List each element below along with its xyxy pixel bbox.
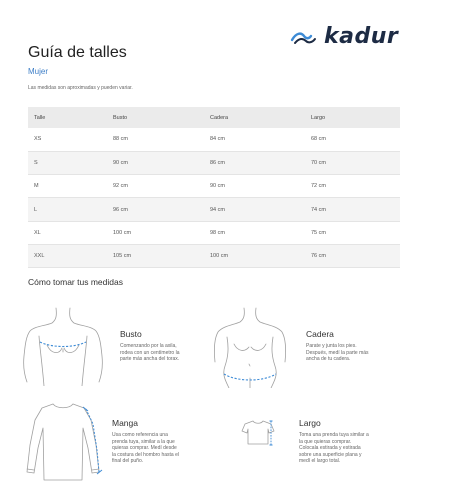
cell-cadera: 86 cm — [210, 151, 311, 174]
brand-name: kadur — [324, 24, 399, 49]
cell-talle: S — [28, 151, 113, 174]
cell-talle: M — [28, 175, 113, 198]
size-table — [28, 107, 400, 268]
col-header-cadera: Cadera — [210, 107, 311, 128]
cell-largo: 72 cm — [311, 175, 400, 198]
col-header-talle: Talle — [28, 107, 113, 128]
table-row — [28, 198, 400, 221]
page-title: Guía de talles — [28, 44, 127, 61]
sleeve-instructions: Usa como referencia una prenda tuya, similar a la que quieras comprar. Medí desde la costura del hombro hasta el final del puño. — [112, 432, 179, 465]
cell-cadera: 90 cm — [210, 175, 311, 198]
cell-largo: 75 cm — [311, 221, 400, 244]
table-header-row — [28, 107, 400, 128]
sleeve-label: Manga — [112, 418, 138, 428]
measures-title: Cómo tomar tus medidas — [28, 277, 123, 287]
cell-largo: 68 cm — [311, 128, 400, 151]
cell-busto: 92 cm — [113, 175, 210, 198]
hip-instructions: Parate y junta los pies. Después, medí la parte más ancha de tu cadera. — [306, 343, 369, 363]
cell-cadera: 84 cm — [210, 128, 311, 151]
col-header-busto: Busto — [113, 107, 210, 128]
disclaimer-note: Las medidas son aproximadas y pueden variar. — [28, 85, 133, 91]
sleeve-garment-illustration — [22, 400, 104, 484]
cell-busto: 96 cm — [113, 198, 210, 221]
cell-cadera: 94 cm — [210, 198, 311, 221]
wave-icon — [290, 27, 322, 47]
table-row — [28, 221, 400, 244]
cell-largo: 74 cm — [311, 198, 400, 221]
length-label: Largo — [299, 418, 321, 428]
hip-label: Cadera — [306, 329, 334, 339]
cell-talle: L — [28, 198, 113, 221]
cell-largo: 76 cm — [311, 244, 400, 267]
cell-cadera: 98 cm — [210, 221, 311, 244]
cell-busto: 105 cm — [113, 244, 210, 267]
table-row — [28, 244, 400, 267]
kadur-logo — [290, 24, 398, 49]
bust-figure-illustration — [20, 304, 106, 386]
cell-largo: 70 cm — [311, 151, 400, 174]
page-subtitle: Mujer — [28, 67, 49, 76]
bust-instructions: Comenzando por la axila, rodea con un centímetro la parte más ancha del torax. — [120, 343, 180, 363]
cell-talle: XXL — [28, 244, 113, 267]
table-row — [28, 175, 400, 198]
cell-busto: 90 cm — [113, 151, 210, 174]
cell-busto: 88 cm — [113, 128, 210, 151]
col-header-largo: Largo — [311, 107, 400, 128]
length-instructions: Toma una prenda tuya similar a la que quieras comprar. Colocala estirada y estirada sobre una superficie plana y medí el largo total. — [299, 432, 369, 465]
hip-figure-illustration — [205, 304, 295, 388]
table-row — [28, 151, 400, 174]
bust-label: Busto — [120, 329, 142, 339]
cell-talle: XL — [28, 221, 113, 244]
table-row — [28, 128, 400, 151]
cell-talle: XS — [28, 128, 113, 151]
cell-cadera: 100 cm — [210, 244, 311, 267]
cell-busto: 100 cm — [113, 221, 210, 244]
length-garment-illustration — [240, 418, 276, 446]
